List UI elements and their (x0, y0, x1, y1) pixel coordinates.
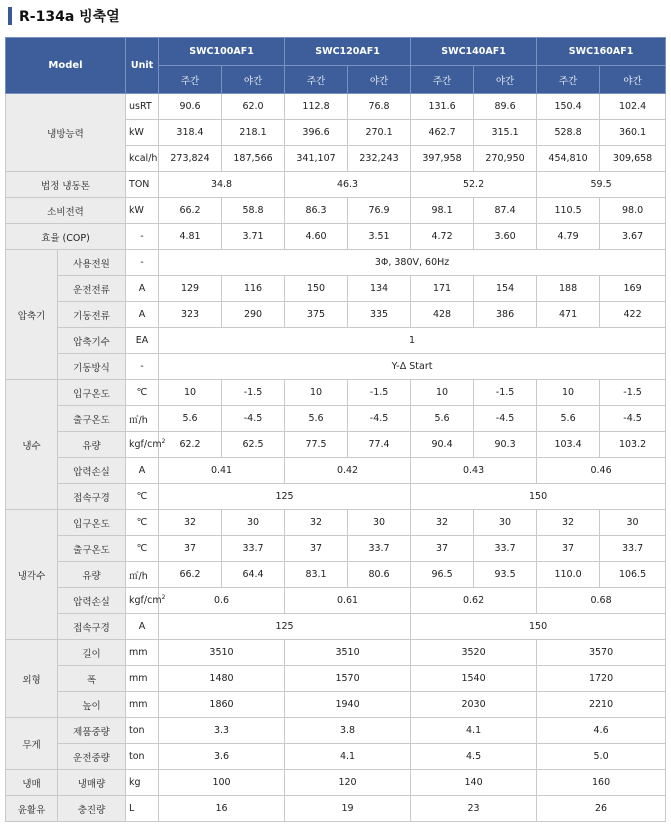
value-cell: 30 (474, 510, 537, 536)
unit-cell: A (126, 302, 159, 328)
header-unit: Unit (126, 38, 159, 94)
value-cell: 30 (348, 510, 411, 536)
table-row (6, 562, 666, 588)
table-row (6, 718, 666, 744)
value-cell: -1.5 (474, 380, 537, 406)
unit-cell: EA (126, 328, 159, 354)
header-night: 야간 (474, 66, 537, 94)
value-cell: 106.5 (600, 562, 666, 588)
row-label: 사용전원 (58, 250, 126, 276)
value-cell: 129 (159, 276, 222, 302)
row-group-weight: 무게 (6, 718, 58, 770)
value-cell: 4.1 (411, 718, 537, 744)
value-cell: 0.62 (411, 588, 537, 614)
value-cell: 5.0 (537, 744, 666, 770)
value-cell: 1540 (411, 666, 537, 692)
value-cell: 96.5 (411, 562, 474, 588)
value-cell: 0.42 (285, 458, 411, 484)
row-label: 기동전류 (58, 302, 126, 328)
unit-cell (126, 588, 166, 614)
value-cell: 4.1 (285, 744, 411, 770)
row-label: 충진량 (58, 796, 126, 822)
unit-cell: mm (126, 666, 159, 692)
value-cell: 19 (285, 796, 411, 822)
value-cell: 112.8 (285, 94, 348, 120)
unit-cell: - (126, 224, 159, 250)
value-cell: 318.4 (159, 120, 222, 146)
header-model-name: SWC160AF1 (537, 38, 666, 66)
value-cell: 140 (411, 770, 537, 796)
unit-cell: ㎥/h (126, 406, 159, 432)
row-label-legal-ton: 법정 냉동톤 (6, 172, 126, 198)
value-cell: 37 (285, 536, 348, 562)
header-day: 주간 (159, 66, 222, 94)
unit-cell: ℃ (126, 484, 159, 510)
value-cell: 46.3 (285, 172, 411, 198)
value-cell: 335 (348, 302, 411, 328)
table-row (6, 302, 666, 328)
value-cell: 396.6 (285, 120, 348, 146)
value-cell: 64.4 (222, 562, 285, 588)
value-cell: -4.5 (222, 406, 285, 432)
unit-cell: kW (126, 120, 159, 146)
value-cell: 98.1 (411, 198, 474, 224)
row-label: 운전중량 (58, 744, 126, 770)
value-cell: 4.5 (411, 744, 537, 770)
row-label: 접속구경 (58, 614, 126, 640)
unit-cell: A (126, 458, 159, 484)
unit-cell: L (126, 796, 159, 822)
value-cell: 33.7 (600, 536, 666, 562)
row-group-compressor: 압축기 (6, 250, 58, 380)
row-label: 제품중량 (58, 718, 126, 744)
value-cell: 59.5 (537, 172, 666, 198)
unit-text: kgf/cm (129, 439, 162, 450)
value-cell: 3.51 (348, 224, 411, 250)
value-cell: 386 (474, 302, 537, 328)
value-cell: 3.3 (159, 718, 285, 744)
table-row (6, 614, 666, 640)
value-cell: 103.4 (537, 432, 600, 458)
row-label: 출구온도 (58, 406, 126, 432)
value-cell: 270.1 (348, 120, 411, 146)
unit-cell: usRT (126, 94, 159, 120)
value-cell: 150 (411, 614, 666, 640)
value-cell: 23 (411, 796, 537, 822)
value-cell: 528.8 (537, 120, 600, 146)
value-cell: 83.1 (285, 562, 348, 588)
value-cell: 33.7 (222, 536, 285, 562)
table-row (6, 458, 666, 484)
header-model-name: SWC120AF1 (285, 38, 411, 66)
value-cell: 10 (159, 380, 222, 406)
row-label: 유량 (58, 432, 126, 458)
value-cell: 4.6 (537, 718, 666, 744)
value-cell: 150.4 (537, 94, 600, 120)
value-cell: Y-Δ Start (159, 354, 666, 380)
row-group-cooling-water: 냉각수 (6, 510, 58, 640)
value-cell: 32 (411, 510, 474, 536)
value-cell: 4.60 (285, 224, 348, 250)
value-cell: 98.0 (600, 198, 666, 224)
value-cell: 4.81 (159, 224, 222, 250)
header-day: 주간 (411, 66, 474, 94)
value-cell: 3.6 (159, 744, 285, 770)
title-accent-bar (8, 7, 12, 25)
value-cell: 5.6 (159, 406, 222, 432)
header-model-name: SWC100AF1 (159, 38, 285, 66)
value-cell: -1.5 (222, 380, 285, 406)
row-label: 접속구경 (58, 484, 126, 510)
spec-table (5, 37, 666, 822)
table-row (6, 484, 666, 510)
value-cell: 341,107 (285, 146, 348, 172)
value-cell: 26 (537, 796, 666, 822)
unit-cell: ton (126, 718, 159, 744)
value-cell: 3510 (285, 640, 411, 666)
table-row (6, 536, 666, 562)
row-label: 운전전류 (58, 276, 126, 302)
value-cell: 62.5 (222, 432, 285, 458)
unit-text: kgf/cm (129, 595, 162, 606)
value-cell: 160 (537, 770, 666, 796)
row-label: 압력손실 (58, 458, 126, 484)
value-cell: 2030 (411, 692, 537, 718)
value-cell: 309,658 (600, 146, 666, 172)
value-cell: 110.0 (537, 562, 600, 588)
unit-cell: - (126, 354, 159, 380)
value-cell: 154 (474, 276, 537, 302)
row-label: 기동방식 (58, 354, 126, 380)
row-group-refrigerant: 냉매 (6, 770, 58, 796)
value-cell: 103.2 (600, 432, 666, 458)
value-cell: 0.61 (285, 588, 411, 614)
value-cell: 134 (348, 276, 411, 302)
value-cell: 131.6 (411, 94, 474, 120)
value-cell: 34.8 (159, 172, 285, 198)
table-row (6, 796, 666, 822)
value-cell: 90.3 (474, 432, 537, 458)
unit-cell: ℃ (126, 510, 159, 536)
unit-cell: kcal/h (126, 146, 159, 172)
value-cell: 3520 (411, 640, 537, 666)
header-night: 야간 (348, 66, 411, 94)
value-cell: 87.4 (474, 198, 537, 224)
header-day: 주간 (285, 66, 348, 94)
value-cell: 37 (537, 536, 600, 562)
value-cell: 218.1 (222, 120, 285, 146)
value-cell: 169 (600, 276, 666, 302)
table-row (6, 406, 666, 432)
table-row (6, 224, 666, 250)
value-cell: 150 (411, 484, 666, 510)
value-cell: 77.4 (348, 432, 411, 458)
table-row (6, 250, 666, 276)
table-row (6, 94, 666, 120)
unit-cell: ℃ (126, 536, 159, 562)
value-cell: 90.4 (411, 432, 474, 458)
page-title: R-134a 빙축열 (19, 9, 120, 25)
value-cell: 125 (159, 614, 411, 640)
table-row (6, 198, 666, 224)
value-cell: -4.5 (600, 406, 666, 432)
header-night: 야간 (600, 66, 666, 94)
table-row (6, 510, 666, 536)
table-row (6, 744, 666, 770)
value-cell: 3.60 (474, 224, 537, 250)
value-cell: 1720 (537, 666, 666, 692)
value-cell: 1570 (285, 666, 411, 692)
value-cell: 1480 (159, 666, 285, 692)
unit-superscript: 2 (161, 437, 166, 445)
value-cell: 58.8 (222, 198, 285, 224)
unit-cell: kW (126, 198, 159, 224)
table-row (6, 770, 666, 796)
value-cell: 16 (159, 796, 285, 822)
value-cell: 120 (285, 770, 411, 796)
value-cell: 100 (159, 770, 285, 796)
row-label-cooling: 냉방능력 (6, 94, 126, 172)
table-row (6, 276, 666, 302)
unit-cell: - (126, 250, 159, 276)
value-cell: 110.5 (537, 198, 600, 224)
value-cell: -4.5 (474, 406, 537, 432)
header-day: 주간 (537, 66, 600, 94)
value-cell: 62.0 (222, 94, 285, 120)
row-label: 냉매량 (58, 770, 126, 796)
table-row (6, 666, 666, 692)
value-cell: -1.5 (348, 380, 411, 406)
value-cell: 32 (537, 510, 600, 536)
value-cell: 5.6 (537, 406, 600, 432)
unit-superscript: 2 (161, 593, 166, 601)
value-cell: 0.6 (159, 588, 285, 614)
value-cell: 10 (537, 380, 600, 406)
value-cell: 76.9 (348, 198, 411, 224)
unit-cell (126, 432, 166, 458)
value-cell: 4.72 (411, 224, 474, 250)
value-cell: 1 (159, 328, 666, 354)
header-night: 야간 (222, 66, 285, 94)
value-cell: 232,243 (348, 146, 411, 172)
value-cell: 3570 (537, 640, 666, 666)
table-row (6, 328, 666, 354)
value-cell: 66.2 (159, 562, 222, 588)
value-cell: 32 (285, 510, 348, 536)
value-cell: 3Φ, 380V, 60Hz (159, 250, 666, 276)
value-cell: 454,810 (537, 146, 600, 172)
value-cell: 315.1 (474, 120, 537, 146)
value-cell: 80.6 (348, 562, 411, 588)
value-cell: 290 (222, 302, 285, 328)
value-cell: 5.6 (411, 406, 474, 432)
value-cell: 150 (285, 276, 348, 302)
value-cell: 90.6 (159, 94, 222, 120)
value-cell: -1.5 (600, 380, 666, 406)
value-cell: 171 (411, 276, 474, 302)
row-label: 입구온도 (58, 510, 126, 536)
value-cell: 125 (159, 484, 411, 510)
value-cell: 0.41 (159, 458, 285, 484)
value-cell: 30 (600, 510, 666, 536)
value-cell: -4.5 (348, 406, 411, 432)
value-cell: 0.46 (537, 458, 666, 484)
unit-cell: kg (126, 770, 159, 796)
row-label: 길이 (58, 640, 126, 666)
unit-cell: TON (126, 172, 159, 198)
value-cell: 1940 (285, 692, 411, 718)
unit-cell: mm (126, 692, 159, 718)
value-cell: 3.67 (600, 224, 666, 250)
row-label: 출구온도 (58, 536, 126, 562)
value-cell: 76.8 (348, 94, 411, 120)
value-cell: 462.7 (411, 120, 474, 146)
value-cell: 2210 (537, 692, 666, 718)
table-row (6, 640, 666, 666)
table-row (6, 432, 666, 458)
value-cell: 187,566 (222, 146, 285, 172)
table-row (6, 692, 666, 718)
value-cell: 3510 (159, 640, 285, 666)
value-cell: 66.2 (159, 198, 222, 224)
value-cell: 62.2 (159, 432, 222, 458)
value-cell: 4.79 (537, 224, 600, 250)
row-label-power: 소비전력 (6, 198, 126, 224)
row-label: 높이 (58, 692, 126, 718)
value-cell: 270,950 (474, 146, 537, 172)
value-cell: 116 (222, 276, 285, 302)
value-cell: 1860 (159, 692, 285, 718)
value-cell: 188 (537, 276, 600, 302)
value-cell: 3.71 (222, 224, 285, 250)
value-cell: 89.6 (474, 94, 537, 120)
value-cell: 428 (411, 302, 474, 328)
value-cell: 422 (600, 302, 666, 328)
value-cell: 52.2 (411, 172, 537, 198)
value-cell: 3.8 (285, 718, 411, 744)
value-cell: 471 (537, 302, 600, 328)
value-cell: 33.7 (474, 536, 537, 562)
value-cell: 273,824 (159, 146, 222, 172)
value-cell: 77.5 (285, 432, 348, 458)
row-group-dimensions: 외형 (6, 640, 58, 718)
value-cell: 32 (159, 510, 222, 536)
value-cell: 10 (411, 380, 474, 406)
value-cell: 33.7 (348, 536, 411, 562)
row-label: 입구온도 (58, 380, 126, 406)
unit-cell: mm (126, 640, 159, 666)
value-cell: 30 (222, 510, 285, 536)
unit-cell: ℃ (126, 380, 159, 406)
value-cell: 37 (159, 536, 222, 562)
value-cell: 93.5 (474, 562, 537, 588)
value-cell: 323 (159, 302, 222, 328)
value-cell: 10 (285, 380, 348, 406)
unit-cell: A (126, 614, 159, 640)
value-cell: 86.3 (285, 198, 348, 224)
value-cell: 102.4 (600, 94, 666, 120)
row-label: 폭 (58, 666, 126, 692)
row-label: 유량 (58, 562, 126, 588)
title-block (8, 6, 120, 26)
value-cell: 0.68 (537, 588, 666, 614)
value-cell: 0.43 (411, 458, 537, 484)
value-cell: 37 (411, 536, 474, 562)
header-model-name: SWC140AF1 (411, 38, 537, 66)
unit-cell: ton (126, 744, 159, 770)
table-row (6, 354, 666, 380)
row-label: 압력손실 (58, 588, 126, 614)
row-group-chilled-water: 냉수 (6, 380, 58, 510)
value-cell: 5.6 (285, 406, 348, 432)
value-cell: 375 (285, 302, 348, 328)
row-label: 압축기수 (58, 328, 126, 354)
unit-cell: ㎥/h (126, 562, 159, 588)
table-row (6, 588, 666, 614)
header-model: Model (6, 38, 126, 94)
value-cell: 397,958 (411, 146, 474, 172)
row-group-oil: 윤활유 (6, 796, 58, 822)
table-row (6, 380, 666, 406)
value-cell: 360.1 (600, 120, 666, 146)
row-label-cop: 효율 (COP) (6, 224, 126, 250)
unit-cell: A (126, 276, 159, 302)
table-row (6, 172, 666, 198)
